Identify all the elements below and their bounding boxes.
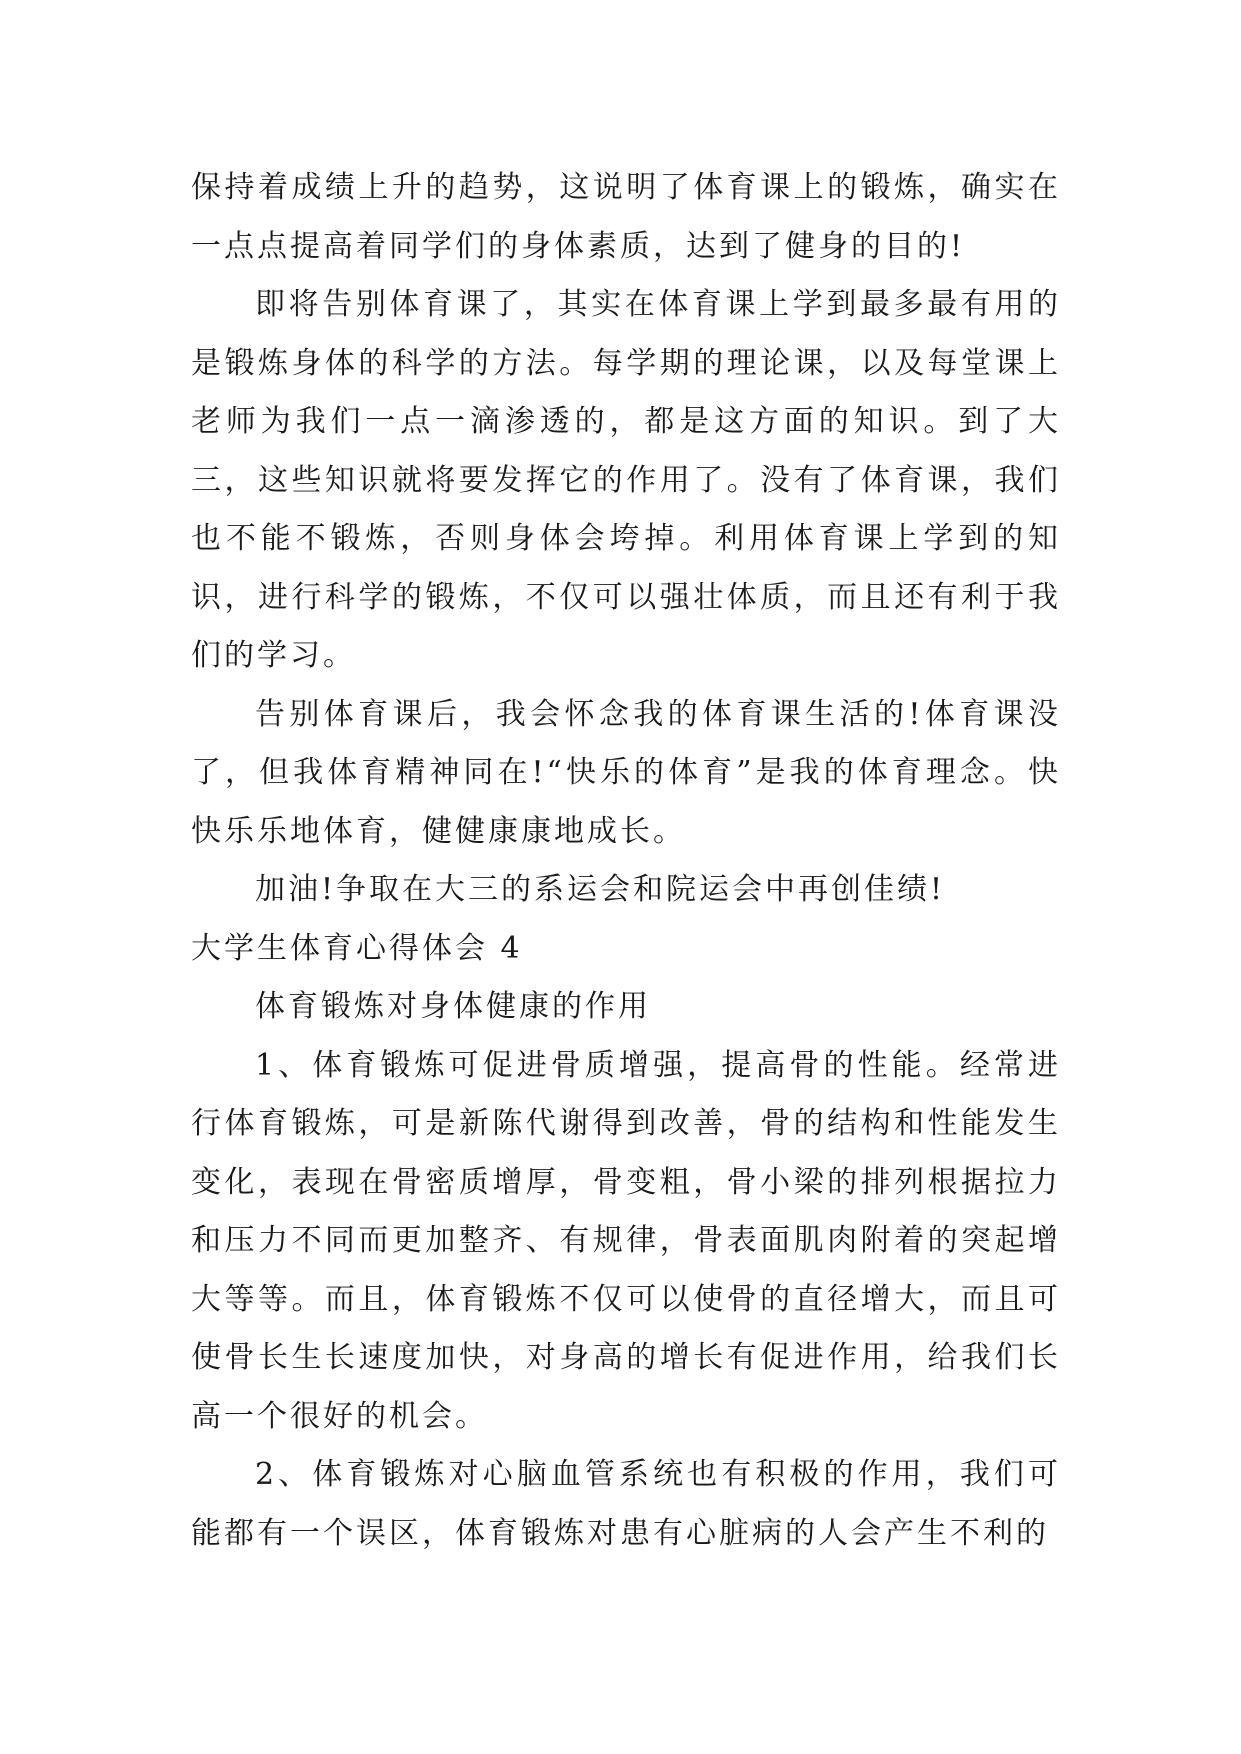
paragraph: 告别体育课后，我会怀念我的体育课生活的!体育课没了，但我体育精神同在!“快乐的体育”是我的体育理念。快快乐乐地体育，健健康康地成长。: [191, 696, 1061, 849]
paragraph: 保持着成绩上升的趋势，这说明了体育课上的锻炼，确实在一点点提高着同学们的身体素质，达到了健身的目的!: [191, 170, 1061, 264]
section-heading: 大学生体育心得体会 4: [191, 930, 523, 966]
paragraph: 1、体育锻炼可促进骨质增强，提高骨的性能。经常进行体育锻炼，可是新陈代谢得到改善，骨的结构和性能发生变化，表现在骨密质增厚，骨变粗，骨小梁的排列根据拉力和压力不同而更加整齐、有规律，骨表面肌肉附着的突起增大等等。而且，体育锻炼不仅可以使骨的直径增大，而且可使骨长生长速度加快，对身高的增长有促进作用，给我们长高一个很好的机会。: [191, 1047, 1061, 1434]
paragraph: 加油!争取在大三的系运会和院运会中再创佳绩!: [255, 872, 946, 907]
paragraph: 体育锻炼对身体健康的作用: [255, 989, 651, 1024]
document-body: [191, 159, 1061, 1563]
paragraph: 2、体育锻炼对心脑血管系统也有积极的作用，我们可能都有一个误区，体育锻炼对患有心脏病的人会产生不利的: [191, 1457, 1061, 1551]
paragraph: 即将告别体育课了，其实在体育课上学到最多最有用的是锻炼身体的科学的方法。每学期的理论课，以及每堂课上老师为我们一点一滴渗透的，都是这方面的知识。到了大三，这些知识就将要发挥它的作用了。没有了体育课，我们也不能不锻炼，否则身体会垮掉。利用体育课上学到的知识，进行科学的锻炼，不仅可以强壮体质，而且还有利于我们的学习。: [191, 287, 1061, 673]
